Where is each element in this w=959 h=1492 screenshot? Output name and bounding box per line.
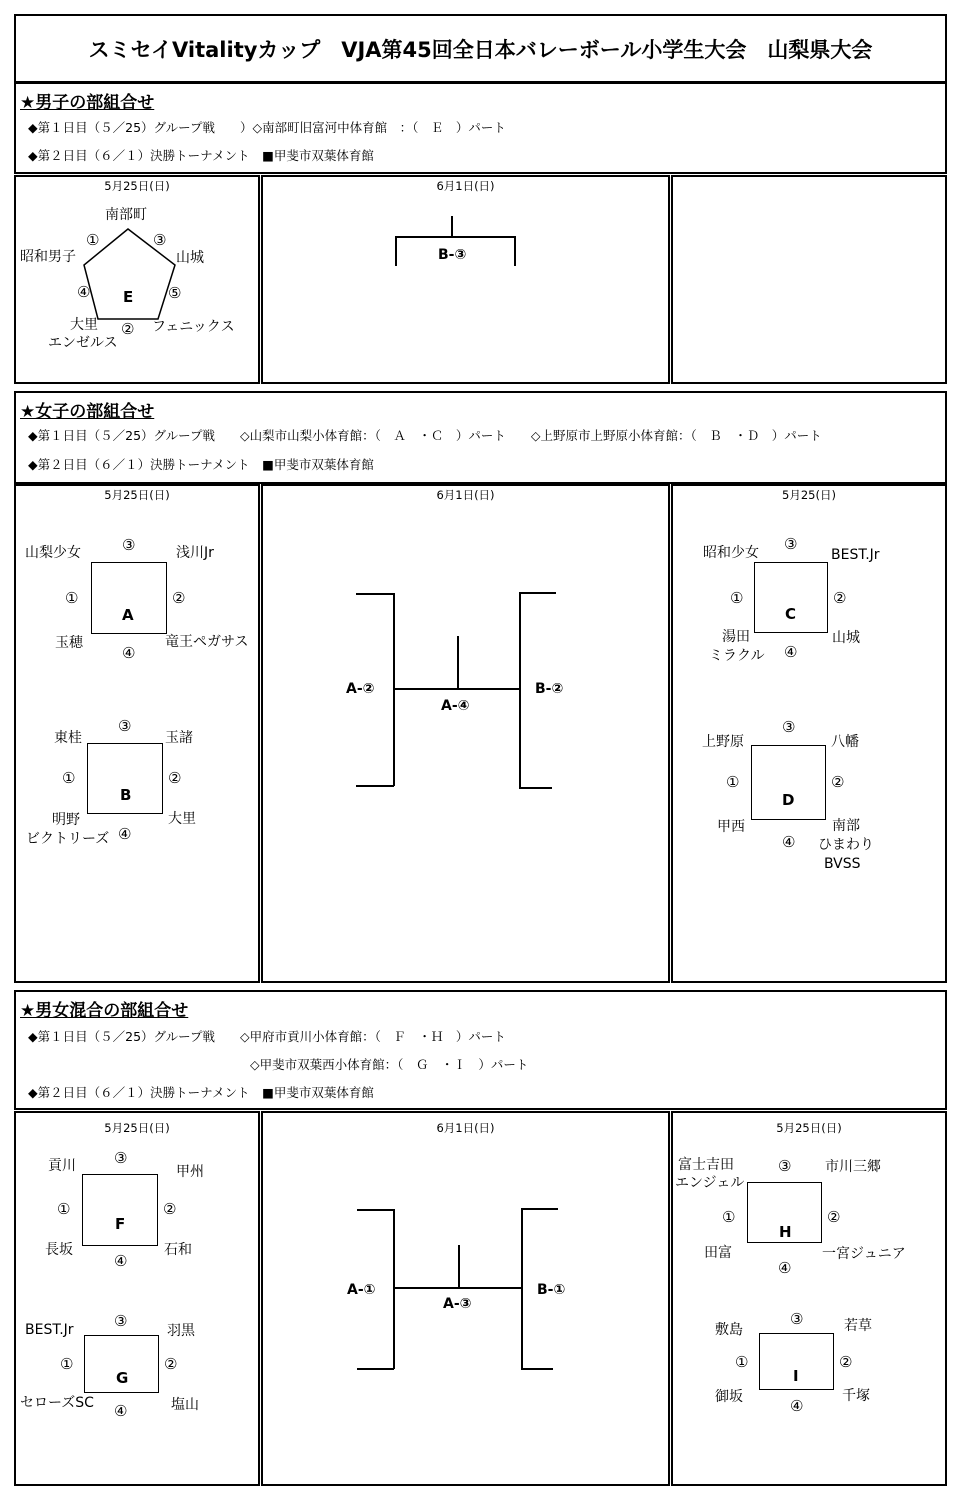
girls-date-left: 5月25日(日) (104, 488, 170, 502)
girls-bracket-right-bottom (519, 787, 552, 789)
girls-panel-mid (261, 484, 670, 983)
mixed-bracket-left-vert (393, 1209, 395, 1369)
page-title: スミセイVitalityカップ VJA第45回全日本バレーボール小学生大会 山梨県大会 (88, 38, 873, 62)
group-d-label: D (782, 791, 795, 809)
group-f-num-4: ④ (114, 1252, 128, 1270)
group-e-num-1: ① (86, 231, 100, 249)
group-h-team-tl1: 富士吉田 (678, 1157, 734, 1173)
group-g-team-br: 塩山 (171, 1397, 199, 1413)
group-a-num-3: ③ (122, 536, 136, 554)
group-d-team-br2: ひまわり (818, 837, 874, 853)
mixed-day1-info: ◆第１日目（５／25）グループ戦 ◇甲府市貢川小体育館：（ Ｆ ・Ｈ ）パート (28, 1029, 506, 1044)
boys-panel-right (671, 175, 947, 384)
mixed-bracket-stem (458, 1245, 460, 1288)
group-f-num-3: ③ (114, 1149, 128, 1167)
group-g-label: G (116, 1369, 129, 1387)
group-h-num-4: ④ (778, 1259, 792, 1277)
group-c-team-tl: 昭和少女 (703, 545, 759, 561)
mixed-bracket-center-label: A-③ (443, 1296, 472, 1312)
group-g-num-3: ③ (114, 1312, 128, 1330)
group-b-team-br: 大里 (168, 811, 196, 827)
boys-bracket-stem (451, 216, 453, 237)
group-b-team-tr: 玉諸 (165, 730, 193, 746)
group-a-team-bl: 玉穂 (55, 635, 83, 651)
group-c-team-tr: BEST.Jr (831, 547, 880, 563)
mixed-bracket-right-vert (521, 1208, 523, 1369)
boys-bracket-final-label: B-③ (438, 247, 467, 263)
group-c-num-1: ① (730, 589, 744, 607)
girls-bracket-right-top (519, 592, 556, 594)
girls-bracket-left-bottom (356, 785, 394, 787)
group-e-team-4a: 大里 (70, 317, 98, 333)
group-e-num-3: ③ (153, 231, 167, 249)
group-d-num-2: ② (831, 773, 845, 791)
girls-day2-info: ◆第２日目（６／１）決勝トーナメント ■甲斐市双葉体育館 (28, 457, 374, 472)
group-b-label: B (120, 786, 132, 804)
group-h-team-bl: 田富 (704, 1245, 732, 1261)
group-e-num-2: ② (121, 320, 135, 338)
group-i-num-1: ① (735, 1353, 749, 1371)
mixed-day2-info: ◆第２日目（６／１）決勝トーナメント ■甲斐市双葉体育館 (28, 1085, 374, 1100)
group-c-team-bl2: ミラクル (709, 648, 765, 664)
mixed-section-heading: ★男女混合の部組合せ (20, 1001, 189, 1021)
group-f-num-1: ① (57, 1200, 71, 1218)
group-c-num-2: ② (833, 589, 847, 607)
boys-date-left: 5月25日(日) (104, 179, 170, 193)
girls-bracket-right-vert (519, 592, 521, 788)
group-b-team-bl1: 明野 (52, 812, 80, 828)
group-c-label: C (785, 605, 797, 623)
group-f-team-tl: 貢川 (48, 1158, 76, 1174)
group-g-team-tl: BEST.Jr (25, 1322, 74, 1338)
group-a-num-1: ① (65, 589, 79, 607)
girls-bracket-stem (457, 636, 459, 689)
group-e-team-5: 昭和男子 (20, 249, 76, 265)
group-i-team-bl: 御坂 (715, 1389, 743, 1405)
group-f-team-tr: 甲州 (176, 1164, 204, 1180)
group-g-team-bl: セローズSC (20, 1395, 94, 1411)
group-i-team-tr: 若草 (844, 1318, 872, 1334)
group-i-num-4: ④ (790, 1397, 804, 1415)
group-h-team-tr: 市川三郷 (825, 1159, 881, 1175)
group-h-num-3: ③ (778, 1157, 792, 1175)
mixed-day1b-info: ◇甲斐市双葉西小体育館：（ Ｇ ・Ｉ ）パート (250, 1057, 529, 1072)
group-i-num-2: ② (839, 1353, 853, 1371)
group-g-team-tr: 羽黒 (167, 1323, 195, 1339)
group-d-num-3: ③ (782, 718, 796, 736)
group-g-num-2: ② (164, 1355, 178, 1373)
mixed-bracket-right-label: B-① (537, 1282, 566, 1298)
group-b-team-bl2: ビクトリーズ (26, 831, 110, 847)
girls-day1-info: ◆第１日目（５／25）グループ戦 ◇山梨市山梨小体育館：（ Ａ ・Ｃ ）パート ◇上野原市上野原小体育館：（ Ｂ ・Ｄ ）パート (28, 428, 822, 443)
group-a-team-br: 竜王ペガサス (165, 634, 249, 650)
mixed-bracket-left-bottom (357, 1368, 394, 1370)
boys-date-mid: 6月1日(日) (436, 179, 495, 193)
boys-day1-info: ◆第１日目（５／25）グループ戦 ）◇南部町旧富河中体育館 ：（ Ｅ ）パート (28, 120, 506, 135)
group-e-num-5: ⑤ (168, 284, 182, 302)
group-h-num-1: ① (722, 1208, 736, 1226)
group-c-team-br: 山城 (832, 630, 860, 646)
group-e-team-4b: エンゼルス (48, 335, 118, 351)
group-i-team-br: 千塚 (842, 1388, 870, 1404)
group-d-team-tl: 上野原 (702, 734, 744, 750)
mixed-date-mid: 6月1日(日) (436, 1121, 495, 1135)
boys-bracket-left (395, 236, 397, 266)
boys-section-heading: ★男子の部組合せ (20, 93, 155, 113)
group-a-label: A (122, 606, 134, 624)
group-h-num-2: ② (827, 1208, 841, 1226)
girls-date-right: 5月25(日) (782, 488, 836, 502)
girls-bracket-left-vert (393, 593, 395, 786)
group-i-num-3: ③ (790, 1310, 804, 1328)
group-a-num-4: ④ (122, 644, 136, 662)
mixed-bracket-right-top (521, 1208, 558, 1210)
group-d-num-4: ④ (782, 833, 796, 851)
group-b-num-2: ② (168, 769, 182, 787)
group-d-team-bl: 甲西 (717, 819, 745, 835)
boys-bracket-right (514, 236, 516, 266)
girls-bracket-left-top (356, 593, 394, 595)
group-d-num-1: ① (726, 773, 740, 791)
group-f-team-bl: 長坂 (45, 1242, 73, 1258)
group-d-team-br1: 南部 (832, 818, 860, 834)
group-c-team-bl1: 湯田 (722, 629, 750, 645)
group-g-num-1: ① (60, 1355, 74, 1373)
boys-panel-mid (261, 175, 670, 384)
group-f-num-2: ② (163, 1200, 177, 1218)
group-a-team-tl: 山梨少女 (25, 545, 81, 561)
mixed-bracket-left-label: A-① (347, 1282, 376, 1298)
girls-bracket-left-label: A-② (346, 681, 375, 697)
boys-day2-info: ◆第２日目（６／１）決勝トーナメント ■甲斐市双葉体育館 (28, 148, 374, 163)
boys-bracket-top (395, 236, 515, 238)
group-g-num-4: ④ (114, 1402, 128, 1420)
girls-bracket-center-label: A-④ (441, 698, 470, 714)
group-f-label: F (115, 1215, 126, 1233)
mixed-date-right: 5月25日(日) (776, 1121, 842, 1135)
group-c-num-4: ④ (784, 643, 798, 661)
group-i-label: I (793, 1367, 799, 1385)
group-h-team-tl2: エンジェル (675, 1175, 745, 1191)
group-b-team-tl: 東桂 (54, 730, 82, 746)
group-b-num-3: ③ (118, 717, 132, 735)
group-f-team-br: 石和 (164, 1242, 192, 1258)
group-h-team-br: 一宮ジュニア (822, 1246, 906, 1262)
group-d-team-tr: 八幡 (831, 734, 859, 750)
group-e-num-4: ④ (77, 283, 91, 301)
group-e-team-1: 南部町 (105, 207, 147, 223)
group-b-num-1: ① (62, 769, 76, 787)
mixed-bracket-left-top (357, 1209, 394, 1211)
girls-date-mid: 6月1日(日) (436, 488, 495, 502)
girls-section-heading: ★女子の部組合せ (20, 402, 155, 422)
group-a-num-2: ② (172, 589, 186, 607)
group-b-num-4: ④ (118, 825, 132, 843)
group-e-team-2: 山城 (176, 250, 204, 266)
group-c-num-3: ③ (784, 535, 798, 553)
girls-bracket-right-label: B-② (535, 681, 564, 697)
group-f-square (82, 1174, 158, 1246)
group-d-team-br3: BVSS (824, 856, 861, 872)
group-e-label: E (123, 288, 134, 306)
mixed-bracket-right-bottom (521, 1368, 553, 1370)
group-h-label: H (779, 1223, 792, 1241)
mixed-date-left: 5月25日(日) (104, 1121, 170, 1135)
group-a-team-tr: 浅川Jr (176, 545, 214, 561)
group-e-team-3: フェニックス (152, 319, 235, 335)
group-i-team-tl: 敷島 (715, 1322, 743, 1338)
